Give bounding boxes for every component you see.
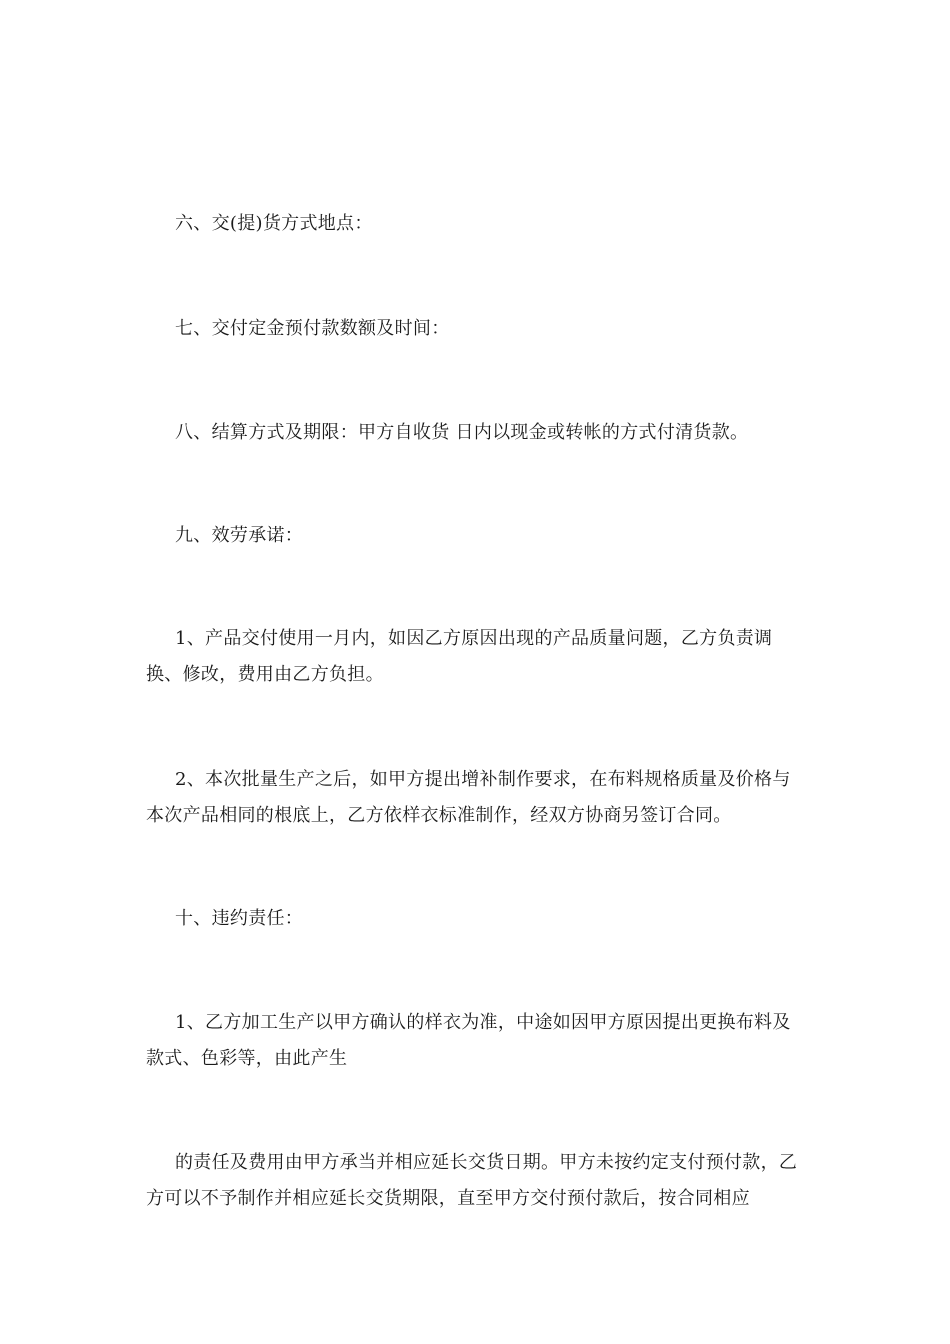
section-six-delivery-location: 六、交(提)货方式地点： xyxy=(175,213,373,234)
section-eight-settlement: 八、结算方式及期限：甲方自收货 日内以现金或转帐的方式付清货款。 xyxy=(175,422,749,443)
liability-item-1: 1、乙方加工生产以甲方确认的样衣为准，中途如因甲方原因提出更换布料及款式、色彩等，由此产生 xyxy=(146,1012,791,1069)
service-item-2: 2、本次批量生产之后，如甲方提出增补制作要求，在布料规格质量及价格与本次产品相同的根底上，乙方依样衣标准制作，经双方协商另签订合同。 xyxy=(146,769,791,826)
section-seven-deposit: 七、交付定金预付款数额及时间： xyxy=(175,318,450,339)
service-item-1: 1、产品交付使用一月内，如因乙方原因出现的产品质量问题，乙方负责调换、修改，费用由乙方负担。 xyxy=(146,628,773,685)
liability-item-1-continued: 的责任及费用由甲方承当并相应延长交货日期。甲方未按约定支付预付款，乙方可以不予制作并相应延长交货期限，直至甲方交付预付款后，按合同相应 xyxy=(146,1152,798,1209)
section-ten-liability: 十、违约责任： xyxy=(175,908,304,929)
section-nine-service-commitment: 九、效劳承诺： xyxy=(175,525,304,546)
